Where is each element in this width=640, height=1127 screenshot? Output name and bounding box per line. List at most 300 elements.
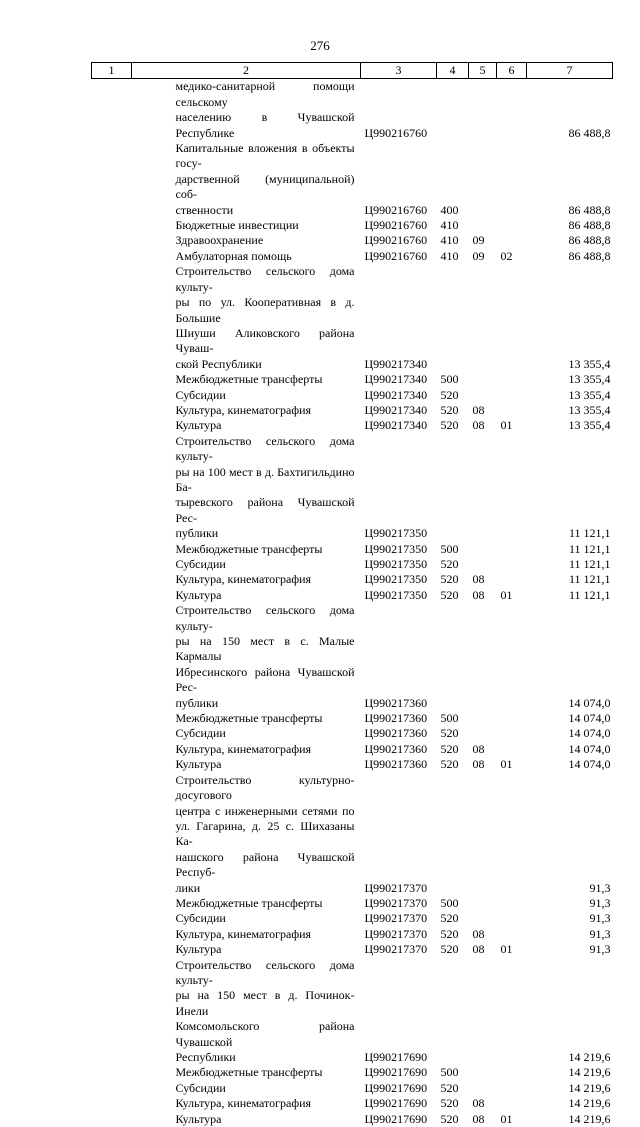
expense-type-cell: 520 (440, 1096, 459, 1111)
subsection-cell: 01 (500, 418, 513, 433)
table-row (92, 79, 613, 141)
amount-cell: 91,3 (589, 880, 611, 895)
item-name-cell (132, 264, 361, 372)
item-name-cell (132, 388, 361, 403)
item-name-cell (132, 79, 361, 141)
item-name-cell (132, 218, 361, 233)
item-name-line: ры на 150 мест в с. Малые Кармалы (175, 634, 355, 664)
amount-cell: 13 355,4 (568, 418, 611, 433)
item-name-line: населению в Чувашской Республике (175, 110, 355, 140)
item-name-line: публики (175, 695, 219, 710)
item-name-cell (132, 434, 361, 542)
item-name-cell (132, 726, 361, 741)
item-name-line: Культура, кинематография (175, 402, 312, 417)
section-cell (469, 603, 497, 711)
budget-table (91, 62, 613, 1127)
amount-cell: 14 074,0 (568, 757, 611, 772)
row-number-cell (92, 1081, 132, 1096)
item-name-cell (132, 958, 361, 1066)
target-code-cell: Ц990217350 (364, 587, 428, 602)
item-name-line: Культура, кинематография (175, 572, 312, 587)
target-code-cell: Ц990217360 (364, 695, 428, 710)
amount-cell: 86 488,8 (568, 202, 611, 217)
expense-type-cell: 410 (440, 218, 459, 233)
item-name-cell (132, 1065, 361, 1080)
item-name-cell (132, 773, 361, 896)
table-row (92, 233, 613, 248)
expense-type-cell: 500 (440, 541, 459, 556)
row-number-cell (92, 1112, 132, 1127)
expense-type-cell: 520 (440, 1080, 459, 1095)
amount-cell: 13 355,4 (568, 372, 611, 387)
item-name-line: нашского района Чувашской Респуб- (175, 849, 355, 880)
column-header: 2 (132, 63, 361, 79)
row-number-cell (92, 711, 132, 726)
subsection-cell (497, 1096, 527, 1111)
target-code-cell: Ц990217350 (364, 526, 428, 541)
row-number-cell (92, 418, 132, 433)
item-name-cell (132, 403, 361, 418)
amount-cell: 11 121,1 (568, 541, 611, 556)
expense-type-cell: 520 (440, 926, 459, 941)
section-cell (469, 726, 497, 741)
table-row (92, 1081, 613, 1096)
section-cell: 08 (472, 757, 485, 772)
row-number-cell (92, 249, 132, 264)
expense-type-cell (437, 79, 469, 141)
row-number-cell (92, 603, 132, 711)
expense-type-cell: 410 (440, 248, 459, 263)
table-body (92, 79, 613, 1127)
row-number-cell (92, 927, 132, 942)
expense-type-cell: 520 (440, 911, 459, 926)
row-number-cell (92, 911, 132, 926)
target-code-cell: Ц990217370 (364, 911, 428, 926)
table-row (92, 726, 613, 741)
item-name-line: Ибресинского района Чувашской Рес- (175, 664, 355, 695)
section-cell (469, 372, 497, 387)
subsection-cell (497, 557, 527, 572)
section-cell: 08 (472, 741, 485, 756)
section-cell: 08 (472, 402, 485, 417)
item-name-line: Строительство сельского дома культу- (175, 433, 355, 464)
table-row (92, 572, 613, 587)
row-number-cell (92, 588, 132, 603)
target-code-cell: Ц990217350 (364, 557, 428, 571)
expense-type-cell: 500 (440, 372, 459, 387)
section-cell (469, 218, 497, 233)
target-code-cell: Ц990217340 (364, 418, 428, 433)
table-row (92, 141, 613, 218)
item-name-line: ры на 150 мест в д. Починок-Инели (175, 988, 355, 1018)
target-code-cell: Ц990217360 (364, 711, 428, 726)
section-cell: 08 (472, 572, 485, 587)
table-row (92, 588, 613, 603)
item-name-line: Культура (175, 418, 222, 433)
row-number-cell (92, 1065, 132, 1080)
column-header: 6 (497, 63, 527, 79)
item-name-line: ственности (175, 202, 234, 217)
section-cell (469, 388, 497, 403)
subsection-cell (497, 218, 527, 233)
table-row (92, 557, 613, 572)
item-name-line: дарственной (муниципальной) соб- (175, 171, 355, 202)
target-code-cell: Ц990217690 (364, 1050, 428, 1064)
amount-cell: 14 074,0 (568, 726, 611, 741)
row-number-cell (92, 557, 132, 572)
expense-type-cell: 520 (440, 557, 459, 571)
item-name-line: ры на 100 мест в д. Бахтигильдино Ба- (175, 464, 355, 494)
item-name-line: Культура (175, 587, 222, 602)
section-cell: 08 (472, 942, 485, 957)
item-name-line: центра с инженерными сетями по (175, 803, 355, 818)
expense-type-cell: 500 (440, 1065, 459, 1080)
amount-cell: 91,3 (589, 926, 611, 941)
table-row (92, 1096, 613, 1111)
item-name-line: Межбюджетные трансферты (175, 1065, 323, 1080)
expense-type-cell: 520 (440, 741, 459, 756)
section-cell (469, 958, 497, 1066)
item-name-line: Республики (175, 1050, 236, 1064)
amount-cell: 86 488,8 (568, 233, 611, 248)
item-name-cell (132, 1112, 361, 1127)
section-cell: 08 (472, 1096, 485, 1111)
expense-type-cell (437, 264, 469, 372)
item-name-line: медико-санитарной помощи сельскому (175, 79, 355, 109)
row-number-cell (92, 773, 132, 896)
subsection-cell (497, 927, 527, 942)
subsection-cell (497, 742, 527, 757)
subsection-cell (497, 141, 527, 218)
table-row (92, 388, 613, 403)
target-code-cell: Ц990216760 (364, 125, 428, 140)
item-name-cell (132, 572, 361, 587)
subsection-cell: 01 (500, 1111, 513, 1126)
item-name-cell (132, 927, 361, 942)
item-name-cell (132, 557, 361, 572)
amount-cell: 86 488,8 (568, 248, 611, 263)
target-code-cell: Ц990217690 (364, 1111, 428, 1126)
amount-cell: 91,3 (589, 942, 611, 957)
row-number-cell (92, 403, 132, 418)
target-code-cell: Ц990217370 (364, 880, 428, 895)
target-code-cell: Ц990217360 (364, 726, 428, 741)
expense-type-cell: 410 (440, 233, 459, 248)
subsection-cell (497, 1065, 527, 1080)
target-code-cell: Ц990216760 (364, 233, 428, 248)
column-header-row (92, 63, 613, 79)
expense-type-cell: 520 (440, 726, 459, 741)
expense-type-cell: 520 (440, 942, 459, 957)
row-number-cell (92, 742, 132, 757)
item-name-cell (132, 911, 361, 926)
item-name-line: Комсомольского района Чувашской (175, 1019, 355, 1049)
column-header: 5 (469, 63, 497, 79)
table-row (92, 773, 613, 896)
expense-type-cell: 520 (440, 757, 459, 772)
amount-cell: 13 355,4 (568, 402, 611, 417)
row-number-cell (92, 79, 132, 141)
target-code-cell: Ц990217340 (364, 372, 428, 387)
amount-cell: 14 219,6 (568, 1050, 611, 1064)
row-number-cell (92, 896, 132, 911)
item-name-line: Культура (175, 757, 222, 772)
item-name-line: Межбюджетные трансферты (175, 372, 323, 387)
item-name-line: Межбюджетные трансферты (175, 895, 323, 910)
item-name-cell (132, 603, 361, 711)
item-name-line: Строительство сельского дома культу- (175, 957, 355, 987)
subsection-cell (497, 542, 527, 557)
subsection-cell (497, 372, 527, 387)
subsection-cell (497, 79, 527, 141)
amount-cell: 91,3 (589, 895, 611, 910)
expense-type-cell: 520 (440, 587, 459, 602)
amount-cell: 86 488,8 (568, 218, 611, 233)
item-name-line: Культура, кинематография (175, 926, 312, 941)
table-row (92, 434, 613, 542)
target-code-cell: Ц990216760 (364, 248, 428, 263)
item-name-cell (132, 711, 361, 726)
subsection-cell: 01 (500, 757, 513, 772)
subsection-cell: 01 (500, 942, 513, 957)
section-cell (469, 711, 497, 726)
row-number-cell (92, 264, 132, 372)
row-number-cell (92, 233, 132, 248)
subsection-cell (497, 388, 527, 403)
page-number: 276 (310, 38, 330, 53)
section-cell: 08 (472, 587, 485, 602)
subsection-cell (497, 726, 527, 741)
row-number-cell (92, 757, 132, 772)
item-name-cell (132, 896, 361, 911)
table-row (92, 757, 613, 772)
column-header: 7 (527, 63, 613, 79)
table-row (92, 542, 613, 557)
subsection-cell (497, 434, 527, 542)
amount-cell: 11 121,1 (568, 572, 611, 587)
item-name-line: Культура, кинематография (175, 1096, 312, 1111)
column-header: 4 (437, 63, 469, 79)
subsection-cell (497, 773, 527, 896)
section-cell: 09 (472, 248, 485, 263)
section-cell (469, 773, 497, 896)
row-number-cell (92, 434, 132, 542)
item-name-cell (132, 418, 361, 433)
item-name-line: Строительство сельского дома культу- (175, 264, 355, 294)
expense-type-cell: 500 (440, 895, 459, 910)
table-row (92, 372, 613, 387)
table-row (92, 418, 613, 433)
expense-type-cell (437, 603, 469, 711)
section-cell (469, 1081, 497, 1096)
table-row (92, 603, 613, 711)
target-code-cell: Ц990217360 (364, 741, 428, 756)
target-code-cell: Ц990217350 (364, 541, 428, 556)
item-name-cell (132, 742, 361, 757)
amount-cell: 14 219,6 (568, 1065, 611, 1080)
subsection-cell (497, 264, 527, 372)
subsection-cell (497, 911, 527, 926)
item-name-line: ры по ул. Кооперативная в д. Большие (175, 295, 355, 325)
amount-cell: 91,3 (589, 911, 611, 926)
amount-cell: 14 219,6 (568, 1080, 611, 1095)
table-row (92, 403, 613, 418)
item-name-cell (132, 1081, 361, 1096)
target-code-cell: Ц990216760 (364, 202, 428, 217)
expense-type-cell: 520 (440, 1111, 459, 1126)
item-name-cell (132, 372, 361, 387)
item-name-line: Межбюджетные трансферты (175, 541, 323, 556)
item-name-cell (132, 588, 361, 603)
amount-cell: 13 355,4 (568, 356, 611, 371)
item-name-line: Межбюджетные трансферты (175, 711, 323, 726)
row-number-cell (92, 542, 132, 557)
item-name-line: Культура, кинематография (175, 741, 312, 756)
target-code-cell: Ц990217340 (364, 356, 428, 371)
section-cell: 09 (472, 233, 485, 248)
target-code-cell: Ц990217690 (364, 1096, 428, 1111)
item-name-cell (132, 1096, 361, 1111)
expense-type-cell: 500 (440, 711, 459, 726)
expense-type-cell (437, 434, 469, 542)
target-code-cell: Ц990217370 (364, 942, 428, 957)
target-code-cell: Ц990217340 (364, 402, 428, 417)
amount-cell: 13 355,4 (568, 387, 611, 402)
section-cell (469, 264, 497, 372)
item-name-line: Шиуши Аликовского района Чуваш- (175, 325, 355, 356)
item-name-cell (132, 942, 361, 957)
table-row (92, 958, 613, 1066)
section-cell: 08 (472, 926, 485, 941)
subsection-cell (497, 896, 527, 911)
subsection-cell (497, 572, 527, 587)
item-name-line: Субсидии (175, 387, 226, 402)
table-row (92, 896, 613, 911)
target-code-cell: Ц990217370 (364, 926, 428, 941)
subsection-cell (497, 603, 527, 711)
section-cell (469, 557, 497, 572)
table-row (92, 742, 613, 757)
row-number-cell (92, 388, 132, 403)
table-row (92, 927, 613, 942)
table-row (92, 911, 613, 926)
section-cell (469, 542, 497, 557)
row-number-cell (92, 1096, 132, 1111)
subsection-cell (497, 403, 527, 418)
section-cell (469, 896, 497, 911)
item-name-line: лики (175, 880, 201, 895)
amount-cell: 11 121,1 (568, 587, 611, 602)
subsection-cell (497, 233, 527, 248)
target-code-cell: Ц990217690 (364, 1080, 428, 1095)
expense-type-cell: 520 (440, 387, 459, 402)
column-header: 3 (361, 63, 437, 79)
item-name-line: Субсидии (175, 911, 226, 926)
item-name-cell (132, 233, 361, 248)
column-header: 1 (92, 63, 132, 79)
table-row (92, 1065, 613, 1080)
table-row (92, 711, 613, 726)
subsection-cell: 01 (500, 587, 513, 602)
amount-cell: 14 074,0 (568, 695, 611, 710)
item-name-cell (132, 757, 361, 772)
table-row (92, 942, 613, 957)
item-name-cell (132, 249, 361, 264)
subsection-cell (497, 711, 527, 726)
row-number-cell (92, 141, 132, 218)
item-name-line: Капитальные вложения в объекты госу- (175, 141, 355, 171)
item-name-line: Культура (175, 942, 222, 957)
row-number-cell (92, 218, 132, 233)
item-name-line: Амбулаторная помощь (175, 248, 292, 263)
expense-type-cell (437, 958, 469, 1066)
target-code-cell: Ц990217350 (364, 572, 428, 587)
expense-type-cell: 520 (440, 572, 459, 587)
item-name-line: Субсидии (175, 1080, 226, 1095)
expense-type-cell (437, 773, 469, 896)
row-number-cell (92, 372, 132, 387)
amount-cell: 14 219,6 (568, 1111, 611, 1126)
target-code-cell: Ц990217690 (364, 1065, 428, 1080)
amount-cell: 11 121,1 (568, 557, 611, 571)
item-name-line: Строительство культурно-досугового (175, 772, 355, 803)
target-code-cell: Ц990217370 (364, 895, 428, 910)
subsection-cell (497, 1081, 527, 1096)
section-cell (469, 141, 497, 218)
target-code-cell: Ц990217340 (364, 387, 428, 402)
subsection-cell (497, 958, 527, 1066)
table-row (92, 218, 613, 233)
section-cell (469, 911, 497, 926)
row-number-cell (92, 572, 132, 587)
row-number-cell (92, 958, 132, 1066)
subsection-cell: 02 (500, 248, 513, 263)
amount-cell: 14 074,0 (568, 711, 611, 726)
section-cell (469, 79, 497, 141)
amount-cell: 14 219,6 (568, 1096, 611, 1111)
table-row (92, 1112, 613, 1127)
item-name-line: публики (175, 526, 219, 541)
expense-type-cell: 520 (440, 402, 459, 417)
expense-type-cell: 400 (440, 202, 459, 217)
item-name-line: ской Республики (175, 356, 262, 371)
table-row (92, 264, 613, 372)
item-name-line: тыревского района Чувашской Рес- (175, 495, 355, 525)
section-cell: 08 (472, 1111, 485, 1126)
item-name-line: Строительство сельского дома культу- (175, 603, 355, 633)
item-name-line: ул. Гагарина, д. 25 с. Шихазаны Ка- (175, 818, 355, 849)
item-name-cell (132, 141, 361, 218)
row-number-cell (92, 942, 132, 957)
target-code-cell: Ц990216760 (364, 218, 428, 233)
item-name-line: Субсидии (175, 557, 226, 571)
amount-cell: 14 074,0 (568, 741, 611, 756)
section-cell: 08 (472, 418, 485, 433)
table-row (92, 249, 613, 264)
row-number-cell (92, 726, 132, 741)
section-cell (469, 434, 497, 542)
target-code-cell: Ц990217360 (364, 757, 428, 772)
item-name-cell (132, 542, 361, 557)
expense-type-cell: 520 (440, 418, 459, 433)
amount-cell: 11 121,1 (568, 526, 611, 541)
item-name-line: Здравоохранение (175, 233, 264, 248)
amount-cell: 86 488,8 (568, 125, 611, 140)
item-name-line: Субсидии (175, 726, 226, 741)
item-name-line: Бюджетные инвестиции (175, 218, 299, 233)
section-cell (469, 1065, 497, 1080)
item-name-line: Культура (175, 1111, 222, 1126)
